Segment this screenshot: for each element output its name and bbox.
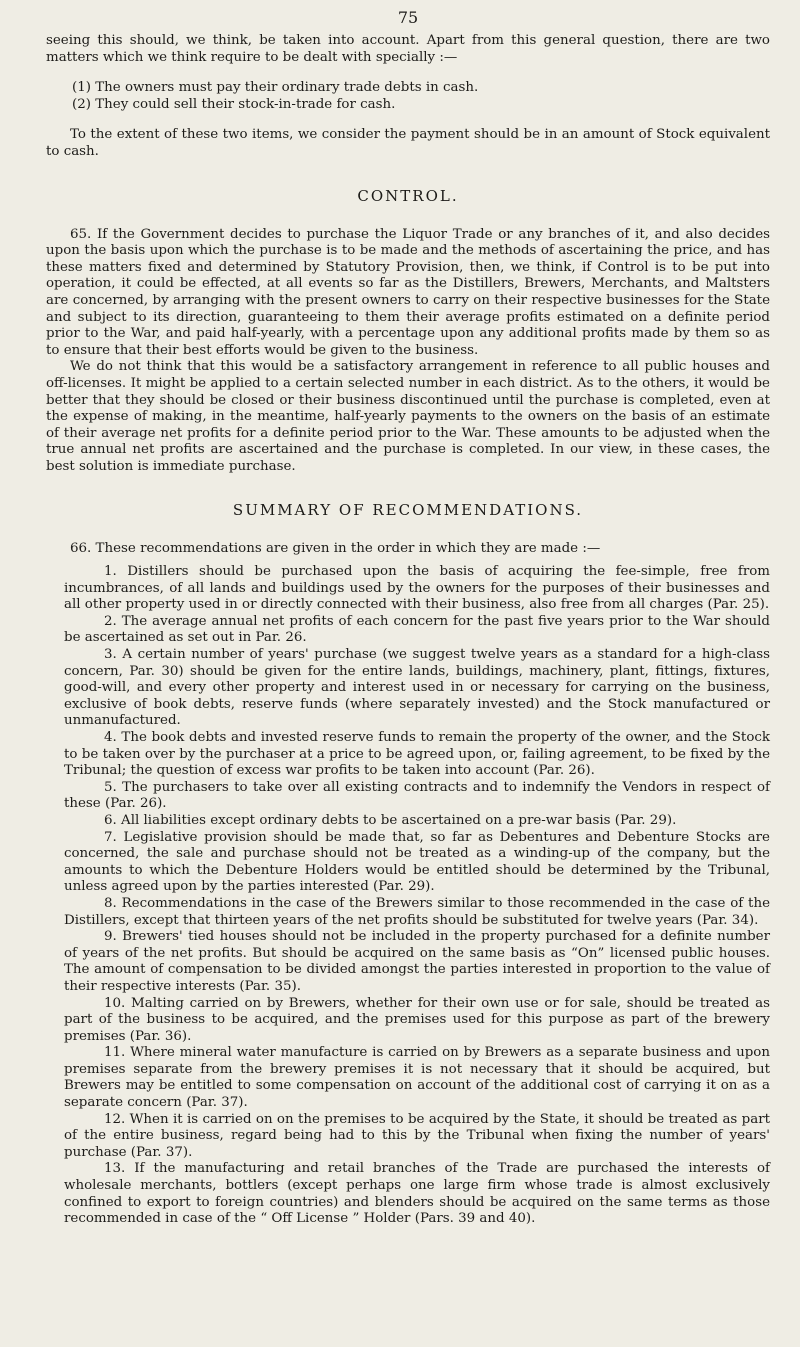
page-number: 75 xyxy=(397,8,419,27)
list-item: 6. All liabilities except ordinary debts to be ascertained on a pre-war basis (Par. 29). xyxy=(104,812,677,828)
list-item: 10. Malting carried on by Brewers, whether for their own use or for sale, should be treated as part of the business to be acquired, and the premises used for this purpose as part of the brewery premises (Par. 36). xyxy=(64,995,770,1044)
list-item: 2. The average annual net profits of each concern for the past five years prior to the War should be ascertained as set out in Par. 26. xyxy=(64,613,770,646)
list-item: (2) They could sell their stock-in-trade for cash. xyxy=(72,96,396,112)
list-item: 4. The book debts and invested reserve funds to remain the property of the owner, and the Stock to be taken over by the purchaser at a price to be agreed upon, or, failing agreement, to be fixed by the Tribunal; the question of excess war profits to be taken into account (Par. 26). xyxy=(64,730,770,779)
paragraph-65: 65. If the Government decides to purchase the Liquor Trade or any branches of it, and also decides upon the basis upon which the purchase is to be made and the methods of ascertaining the price, and has these matters fixed and determined by Statutory Provision, then, we think, if Control is to be put into operation, it could be effected, at all events so far as the Distillers, Brewers, Merchants, and Maltsters are concerned, by arranging with the present owners to carry on their respective businesses for the State and subject to its direction, guaranteeing to them their average profits estimated on a definite period prior to the War, and paid half-yearly, with a percentage upon any additional profits made by them so as to ensure that their best efforts would be given to the business. xyxy=(46,226,770,358)
list-item: 7. Legislative provision should be made that, so far as Debentures and Debenture Stocks are concerned, the sale and purchase should not be treated as a winding-up of the company, but the amounts to which the Debenture Holders would be entitled should be determined by the Tribunal, unless agreed upon by the parties interested (Par. 29). xyxy=(64,829,770,895)
control-heading: CONTROL. xyxy=(357,186,459,205)
recommendations-list xyxy=(46,564,770,1228)
summary-heading: SUMMARY OF RECOMMENDATIONS. xyxy=(232,501,584,520)
list-item: 13. If the manufacturing and retail branches of the Trade are purchased the interests of wholesale merchants, bottlers (except perhaps one large firm whose trade is almost exclusively confined to export to foreign countries) and blenders should be acquired on the same terms as those recommended in case of the “ Off License ” Holder (Pars. 39 and 40). xyxy=(64,1161,770,1227)
list-item: 9. Brewers' tied houses should not be included in the property purchased for a definite number of years of the net profits. But should be acquired on the same basis as “On” licensed public houses. The amount of compensation to be divided amongst the parties interested in proportion to the value of their respective interests (Par. 35). xyxy=(64,929,770,994)
stock-paragraph: To the extent of these two items, we consider the payment should be in an amount of Stock equivalent to cash. xyxy=(46,127,770,159)
intro-paragraph: seeing this should, we think, be taken into account. Apart from this general question, there are two matters which we think require to be dealt with specially :— xyxy=(46,33,770,65)
list-item: 5. The purchasers to take over all existing contracts and to indemnify the Vendors in respect of these (Par. 26). xyxy=(64,779,770,812)
list-item: 1. Distillers should be purchased upon the basis of acquiring the fee-simple, free from incumbrances, of all lands and buildings used by the owners for the purposes of their businesses and all other property used in or directly connected with their business, also free from all charges (Par. 25). xyxy=(64,564,770,613)
paragraph-65b: We do not think that this would be a satisfactory arrangement in reference to all public houses and off-licenses. It might be applied to a certain selected number in each district. As to the others, it would be better that they should be closed or their business discontinued until the purchase is completed, even at the expense of making, in the meantime, half-yearly payments to the owners on the basis of an estimate of their average net profits for a definite period prior to the War. These amounts to be adjusted when the true annual net profits are ascertained and the purchase is completed. In our view, in these cases, the best solution is immediate purchase. xyxy=(46,359,770,474)
paragraph-66: 66. These recommendations are given in the order in which they are made :— xyxy=(70,541,601,557)
list-item: 11. Where mineral water manufacture is carried on by Brewers as a separate business and upon premises separate from the brewery premises it is not necessary that it should be acquired, but Brewers may be entitled to some compensation on account of the additional cost of carrying it on as a separate concern (Par. 37). xyxy=(64,1045,770,1111)
list-item: 12. When it is carried on on the premises to be acquired by the State, it should be treated as part of the entire business, regard being had to this by the Tribunal when fixing the number of years' purchase (Par. 37). xyxy=(64,1111,770,1160)
list-item: (1) The owners must pay their ordinary trade debts in cash. xyxy=(72,80,479,96)
list-item: 3. A certain number of years' purchase (we suggest twelve years as a standard for a high-class concern, Par. 30) should be given for the entire lands, buildings, machinery, plant, fittings, fixtures, good-will, and every other property and interest used in or necessary for carrying on the business, exclusive of book debts, reserve funds (where separately invested) and the Stock manufactured or unmanufactured. xyxy=(64,647,770,729)
list-item: 8. Recommendations in the case of the Brewers similar to those recommended in the case of the Distillers, except that thirteen years of the net profits should be substituted for twelve years (Par. 34). xyxy=(64,895,770,928)
